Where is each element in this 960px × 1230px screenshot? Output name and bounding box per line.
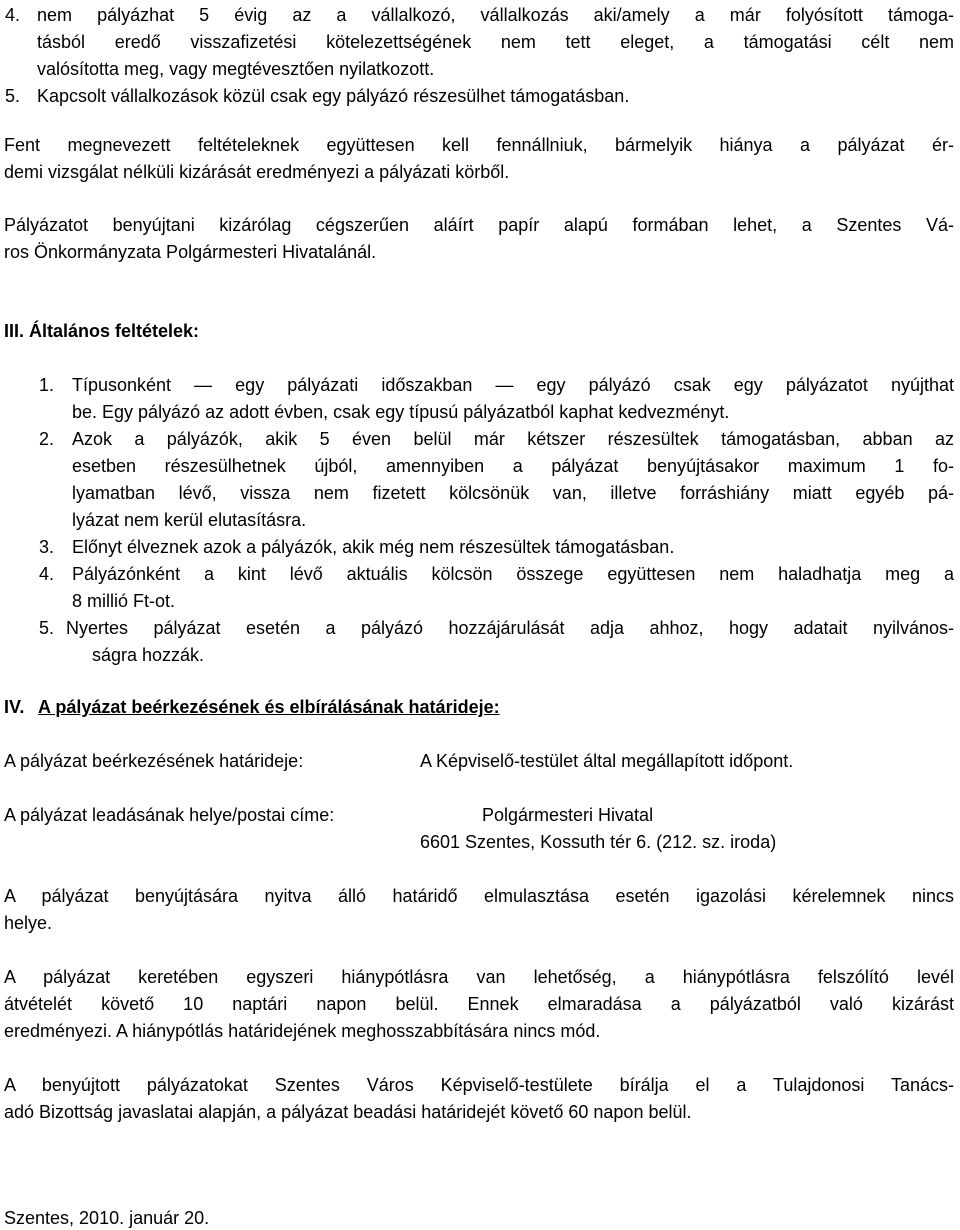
list-item-number: 5. <box>5 86 21 106</box>
paragraph-line: A pályázat benyújtására nyitva álló határidő elmulasztása esetén igazolási kérelemnek nincs <box>4 886 954 906</box>
paragraph-line: A benyújtott pályázatokat Szentes Város Képviselő-testülete bírálja el a Tulajdonosi Tanács- <box>4 1075 954 1095</box>
list-item-number: 5. <box>39 618 55 638</box>
list-item-line: 8 millió Ft-ot. <box>72 591 176 611</box>
list-item-line: valósította meg, vagy megtévesztően nyilatkozott. <box>37 59 435 79</box>
paragraph-line: A pályázat keretében egyszeri hiánypótlásra van lehetőség, a hiánypótlásra felszólító levél <box>4 967 954 987</box>
section-heading-number: IV. <box>4 697 25 717</box>
list-item-line: ságra hozzák. <box>92 645 205 665</box>
paragraph-line: eredményezi. A hiánypótlás határidejének meghosszabbítására nincs mód. <box>4 1021 601 1041</box>
list-item-line: Nyertes pályázat esetén a pályázó hozzájárulását adja ahhoz, hogy adatait nyilvános- <box>66 618 954 638</box>
paragraph-line: Pályázatot benyújtani kizárólag cégszerűen aláírt papír alapú formában lehet, a Szentes Vá- <box>4 215 954 235</box>
list-item-number: 4. <box>5 5 21 25</box>
section-heading-text: A pályázat beérkezésének és elbírálásának határideje: <box>38 697 500 717</box>
list-item-line: Kapcsolt vállalkozások közül csak egy pályázó részesülhet támogatásban. <box>37 86 630 106</box>
list-item-line: Típusonként — egy pályázati időszakban — egy pályázó csak egy pályázatot nyújthat <box>72 375 954 395</box>
list-item-number: 2. <box>39 429 55 449</box>
list-item-number: 3. <box>39 537 55 557</box>
section-heading: III. Általános feltételek: <box>4 321 200 341</box>
list-item-number: 1. <box>39 375 55 395</box>
paragraph-line: átvételét követő 10 naptári napon belül. Ennek elmaradása a pályázatból való kizárást <box>4 994 954 1014</box>
list-item-line: tásból eredő visszafizetési kötelezettségének nem tett eleget, a támogatási célt nem <box>37 32 954 52</box>
signature-date: Szentes, 2010. január 20. <box>4 1208 210 1228</box>
paragraph-line: demi vizsgálat nélküli kizárását eredményezi a pályázati körből. <box>4 162 510 182</box>
paragraph-line: adó Bizottság javaslatai alapján, a pályázat beadási határidejét követő 60 napon belül. <box>4 1102 692 1122</box>
paragraph-line: ros Önkormányzata Polgármesteri Hivatalánál. <box>4 242 377 262</box>
list-item-line: nem pályázhat 5 évig az a vállalkozó, vállalkozás aki/amely a már folyósított támoga- <box>37 5 954 25</box>
deadline-label: A pályázat beérkezésének határideje: <box>4 751 304 771</box>
list-item-number: 4. <box>39 564 55 584</box>
deadline-value: A Képviselő-testület által megállapított időpont. <box>420 751 794 771</box>
list-item-line: Előnyt élveznek azok a pályázók, akik még nem részesültek támogatásban. <box>72 537 675 557</box>
address-label: A pályázat leadásának helye/postai címe: <box>4 805 335 825</box>
paragraph-line: Fent megnevezett feltételeknek együttesen kell fennállniuk, bármelyik hiánya a pályázat ér- <box>4 135 954 155</box>
list-item-line: Azok a pályázók, akik 5 éven belül már kétszer részesültek támogatásban, abban az <box>72 429 954 449</box>
list-item-line: lyamatban lévő, vissza nem fizetett kölcsönük van, illetve forráshiány miatt egyéb pá- <box>72 483 954 503</box>
paragraph-line: helye. <box>4 913 53 933</box>
list-item-line: lyázat nem kerül elutasításra. <box>72 510 307 530</box>
address-line: Polgármesteri Hivatal <box>482 805 654 825</box>
list-item-line: be. Egy pályázó az adott évben, csak egy típusú pályázatból kaphat kedvezményt. <box>72 402 730 422</box>
list-item-line: Pályázónként a kint lévő aktuális kölcsön összege együttesen nem haladhatja meg a <box>72 564 954 584</box>
list-item-line: esetben részesülhetnek újból, amennyiben a pályázat benyújtásakor maximum 1 fo- <box>72 456 954 476</box>
address-line: 6601 Szentes, Kossuth tér 6. (212. sz. iroda) <box>420 832 777 852</box>
